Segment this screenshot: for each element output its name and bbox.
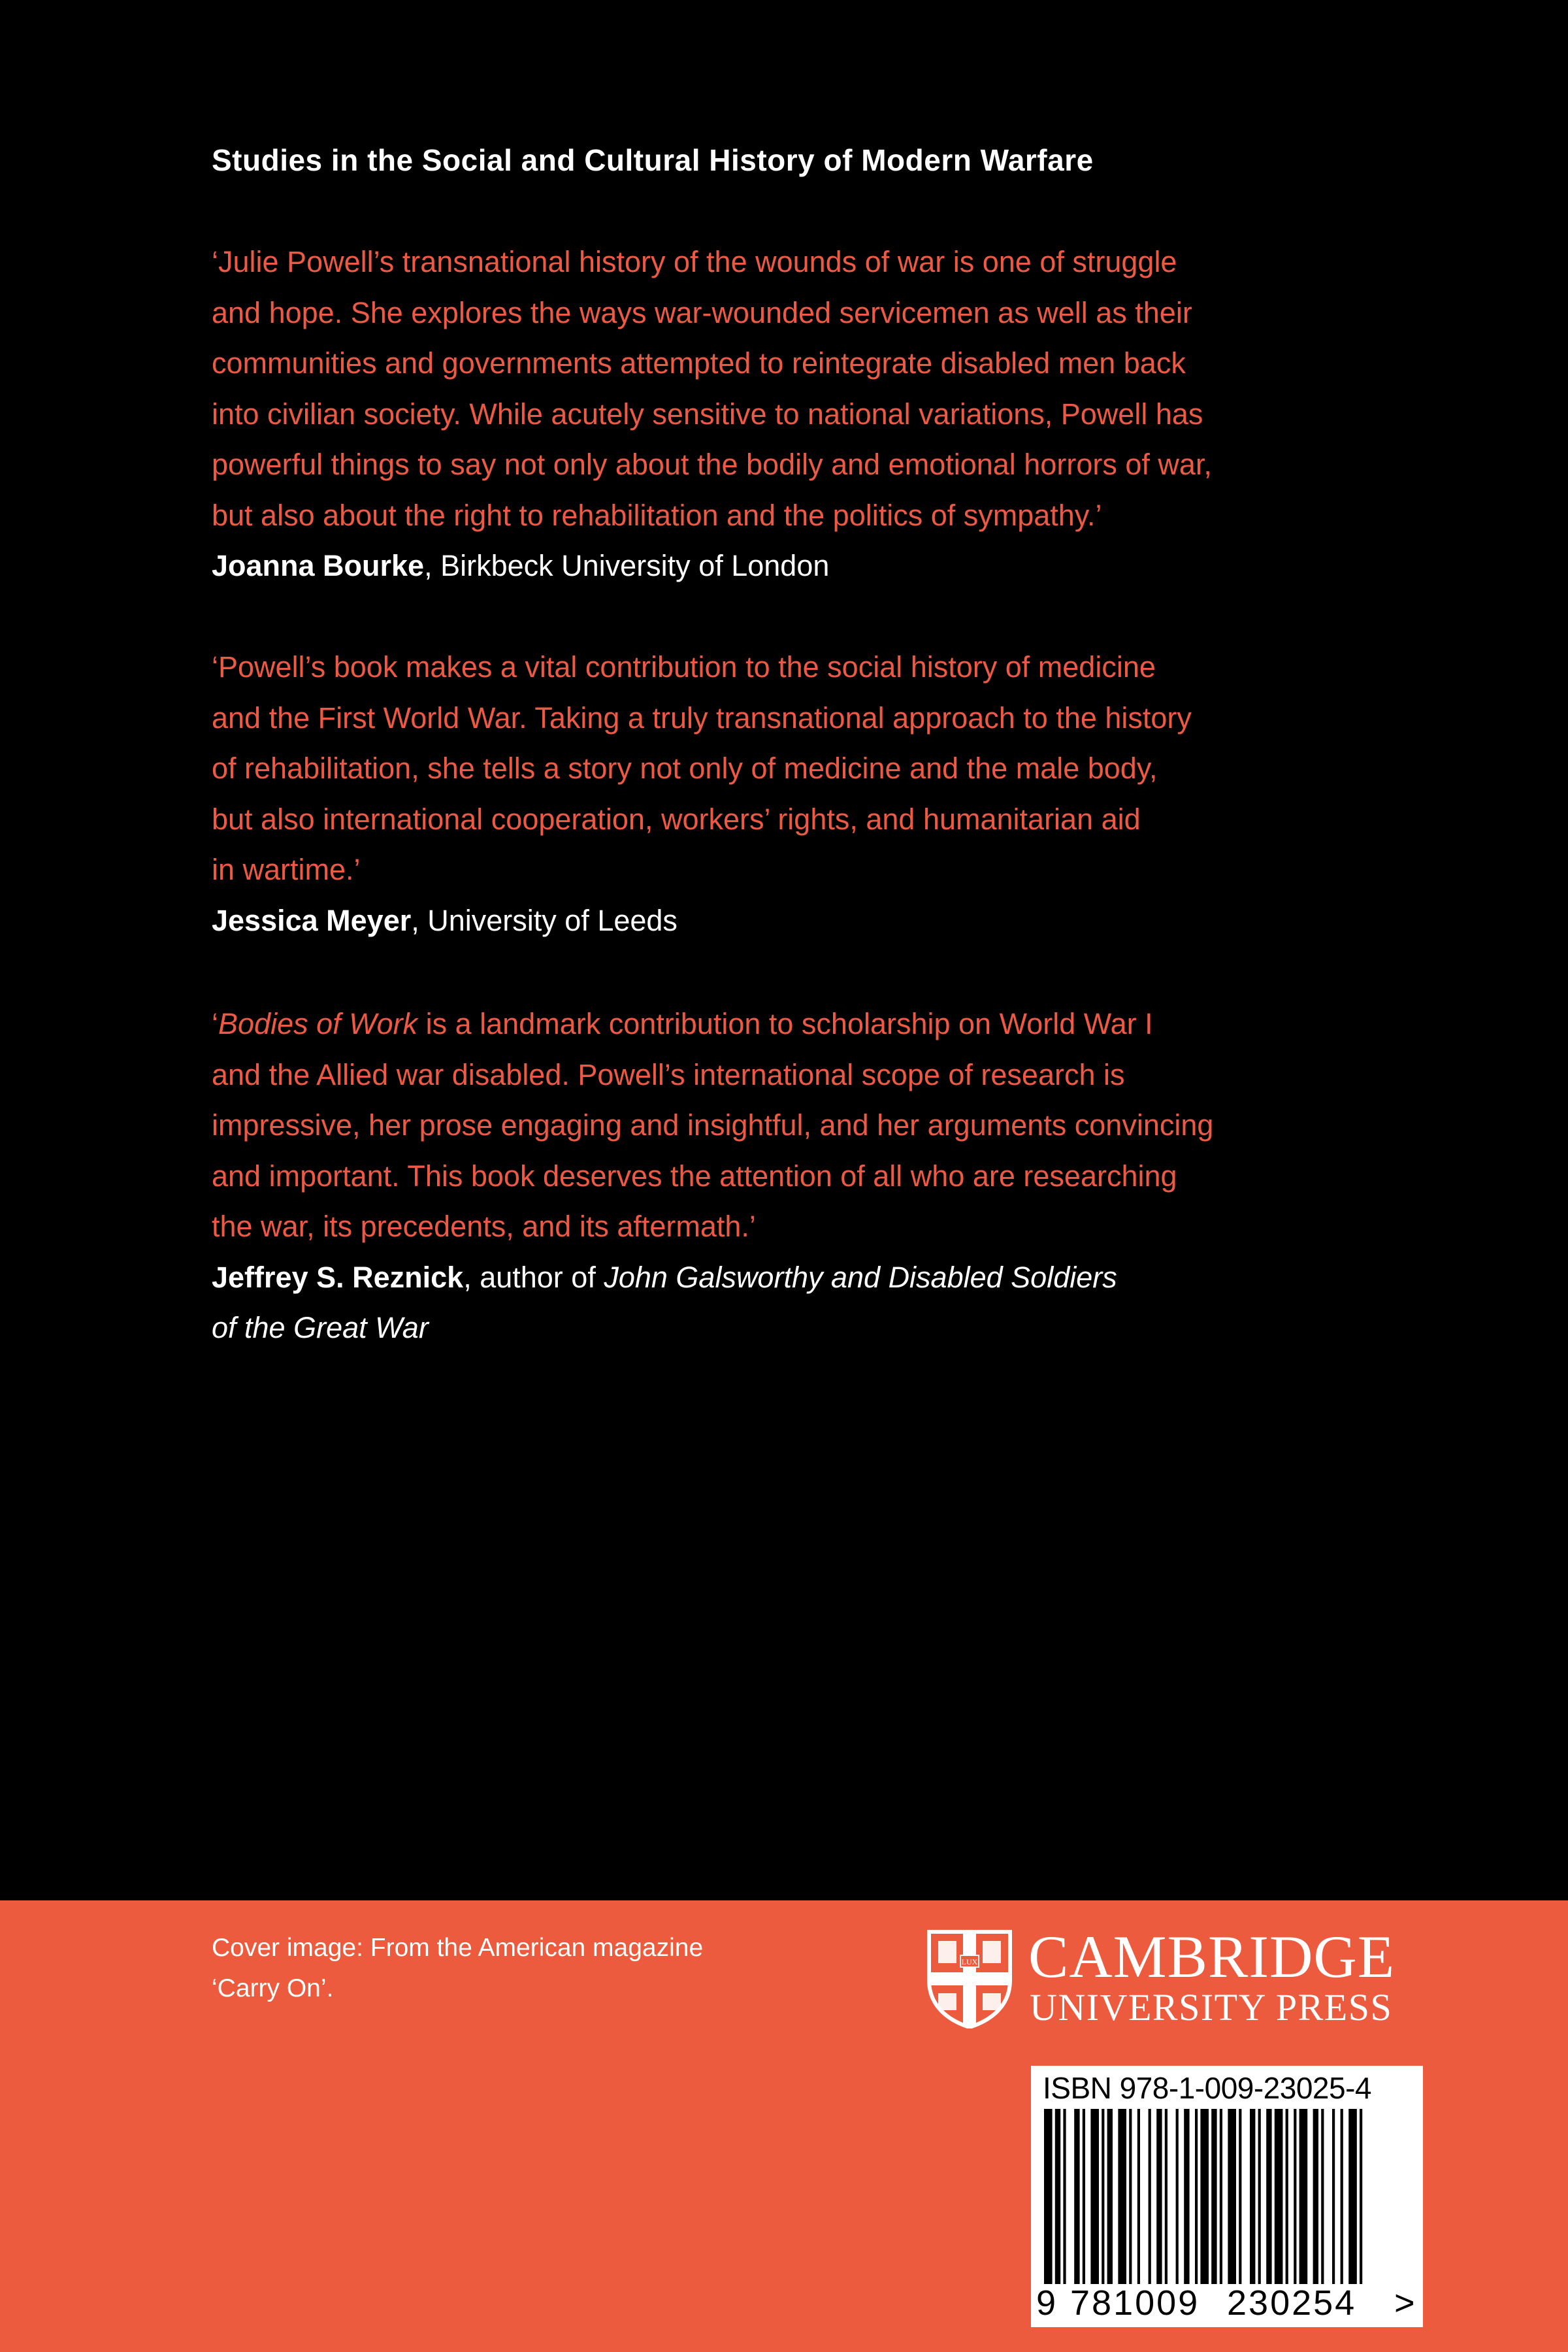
ean-right-group: 230254 (1227, 2283, 1357, 2323)
endorser-affiliation: , University of Leeds (411, 903, 678, 937)
shield-lettering: LUX (961, 1957, 978, 1966)
barcode-bar (1165, 2109, 1168, 2284)
quote-line: communities and governments attempted to reintegrate disabled men back (212, 346, 1186, 380)
barcode-bar (1083, 2109, 1085, 2284)
quote-line: powerful things to say not only about the bodily and emotional horrors of war, (212, 448, 1212, 481)
barcode-bar (1156, 2109, 1162, 2284)
barcode-bar (1074, 2109, 1079, 2284)
endorser-affiliation: , author of (463, 1260, 604, 1294)
ean-first-digit: 9 (1036, 2283, 1056, 2323)
barcode-bar (1360, 2109, 1362, 2284)
barcode-bar (1348, 2109, 1357, 2284)
barcode-bar (1286, 2109, 1288, 2284)
quote-line: is a landmark contribution to scholarship on World War I (417, 1007, 1153, 1040)
quote-line: but also international cooperation, workers’ rights, and humanitarian aid (212, 802, 1141, 836)
cambridge-shield-icon (926, 1929, 1013, 2029)
barcode-bar (1102, 2109, 1104, 2284)
quote-line: and the Allied war disabled. Powell’s international scope of research is (212, 1057, 1125, 1091)
ean-digits (1036, 2281, 1422, 2325)
barcode-bar (1118, 2109, 1126, 2284)
publisher-logo (926, 1925, 1423, 2030)
barcode-bar (1321, 2109, 1324, 2284)
barcode-bar (1149, 2109, 1151, 2284)
barcode-bar (1184, 2109, 1189, 2284)
series-title: Studies in the Social and Cultural History of Modern Warfare (212, 143, 1094, 177)
endorsement-quote (212, 642, 1296, 895)
publisher-name: CAMBRIDGE (1028, 1923, 1396, 1990)
barcode-bar (1332, 2109, 1335, 2284)
barcode-bar (1176, 2109, 1179, 2284)
isbn-barcode (1031, 2066, 1423, 2327)
cover-bottom-panel (0, 1900, 1568, 2352)
endorsement-bourke (212, 237, 1296, 591)
endorser-name: Jessica Meyer (212, 903, 412, 937)
barcode-bar (1228, 2109, 1236, 2284)
quote-line: of rehabilitation, she tells a story not only of medicine and the male body, (212, 752, 1158, 785)
quote-line: but also about the right to rehabilitation and the politics of sympathy.’ (212, 498, 1102, 532)
endorsement-attribution (212, 895, 1296, 946)
endorser-name: Joanna Bourke (212, 549, 425, 582)
barcode-bar (1220, 2109, 1222, 2284)
endorsement-reznick (212, 999, 1296, 1353)
barcode-bar (1129, 2109, 1132, 2284)
barcode-bar (1341, 2109, 1343, 2284)
barcode-bar (1294, 2109, 1296, 2284)
barcode-bar (1090, 2109, 1099, 2284)
endorsement-attribution (212, 540, 1296, 591)
barcode-bar (1250, 2109, 1255, 2284)
barcode-bar (1211, 2109, 1217, 2284)
isbn-label: ISBN 978-1-009-23025-4 (1043, 2071, 1371, 2105)
barcode-bar (1258, 2109, 1261, 2284)
endorser-work-title: John Galsworthy and Disabled Soldiers (604, 1260, 1117, 1294)
barcode-bar (1200, 2109, 1209, 2284)
credit-line: ‘Carry On’. (212, 1974, 334, 2002)
barcode-bar (1239, 2109, 1241, 2284)
endorsement-meyer (212, 642, 1296, 946)
barcode-bar (1055, 2109, 1060, 2284)
endorser-name: Jeffrey S. Reznick (212, 1260, 464, 1294)
ean-left-group: 781009 (1070, 2283, 1200, 2323)
barcode-bar (1063, 2109, 1066, 2284)
quote-line: and important. This book deserves the attention of all who are researching (212, 1159, 1177, 1193)
quote-line: and the First World War. Taking a truly transnational approach to the history (212, 701, 1192, 735)
quote-line: impressive, her prose engaging and insightful, and her arguments convincing (212, 1108, 1214, 1142)
quote-line: into civilian society. While acutely sensitive to national variations, Powell has (212, 397, 1203, 431)
barcode-bar (1299, 2109, 1308, 2284)
quote-line: the war, its precedents, and its aftermath.’ (212, 1210, 756, 1243)
ean-quiet-zone-mark: > (1394, 2283, 1415, 2323)
barcode-bar (1107, 2109, 1113, 2284)
credit-line: Cover image: From the American magazine (212, 1934, 704, 1962)
cover-image-credit (212, 1928, 800, 2009)
barcode-bar (1137, 2109, 1140, 2284)
quote-line: in wartime.’ (212, 853, 361, 886)
barcode-bar (1313, 2109, 1318, 2284)
endorser-work-title-cont: of the Great War (212, 1311, 429, 1344)
endorsement-quote (212, 999, 1296, 1252)
barcode-bars (1040, 2109, 1414, 2284)
endorsement-quote (212, 237, 1296, 540)
barcode-bar (1266, 2109, 1271, 2284)
endorsement-attribution (212, 1252, 1296, 1353)
quote-book-title: Bodies of Work (218, 1007, 418, 1040)
quote-line: and hope. She explores the ways war-wounded servicemen as well as their (212, 295, 1192, 329)
quote-open-mark: ‘ (212, 1007, 218, 1040)
barcode-bar (1275, 2109, 1283, 2284)
barcode-bar (1044, 2109, 1053, 2284)
endorser-affiliation: , Birkbeck University of London (424, 549, 830, 582)
quote-line: ‘Powell’s book makes a vital contribution to the social history of medicine (212, 650, 1156, 684)
barcode-bar (1195, 2109, 1198, 2284)
publisher-subtitle: UNIVERSITY PRESS (1030, 1986, 1393, 2029)
quote-line: ‘Julie Powell’s transnational history of the wounds of war is one of struggle (212, 245, 1177, 278)
